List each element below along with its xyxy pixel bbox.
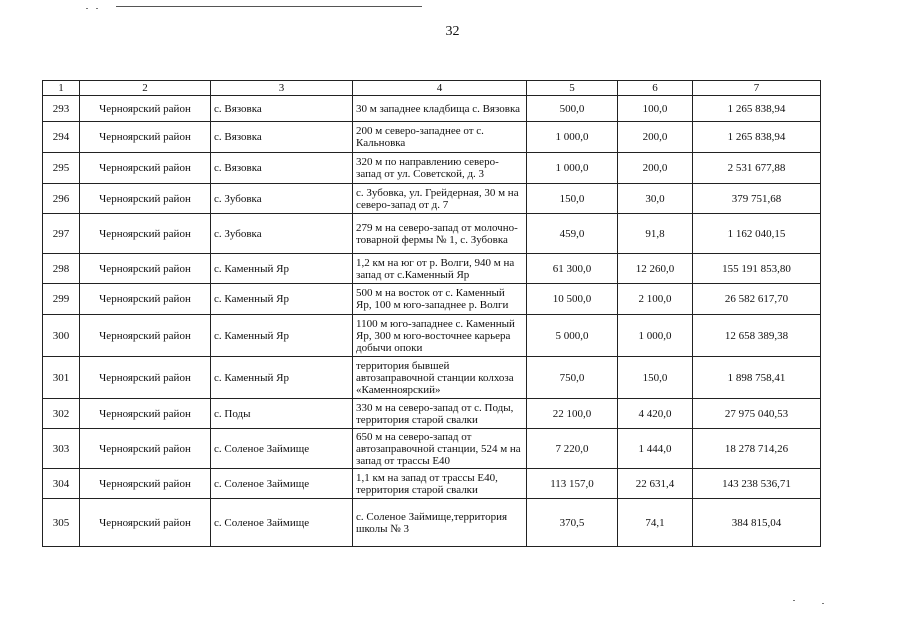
table-row [43,184,821,214]
table-cell-c5: 113 157,0 [527,469,618,499]
table-cell-locality: с. Вязовка [211,122,353,153]
table-cell-c7: 143 238 536,71 [693,469,821,499]
table-cell-description: 650 м на северо-запад от автозаправочной станции, 524 м на запад от трассы Е40 [353,429,527,469]
table-cell-n: 301 [43,357,80,399]
table-cell-n: 300 [43,315,80,357]
table-cell-c7: 379 751,68 [693,184,821,214]
table-cell-n: 303 [43,429,80,469]
table-row [43,153,821,184]
table-cell-n: 299 [43,284,80,315]
table-cell-c6: 74,1 [618,499,693,547]
table-cell-district: Черноярский район [80,499,211,547]
table-cell-c6: 12 260,0 [618,254,693,284]
table-cell-locality: с. Зубовка [211,184,353,214]
table-cell-district: Черноярский район [80,429,211,469]
table-cell-c7: 1 162 040,15 [693,214,821,254]
table-cell-c6: 22 631,4 [618,469,693,499]
table-cell-n: 305 [43,499,80,547]
table-cell-c5: 1 000,0 [527,122,618,153]
table-cell-locality: с. Каменный Яр [211,357,353,399]
table-cell-description: 330 м на северо-запад от с. Поды, территория старой свалки [353,399,527,429]
table-cell-c6: 2 100,0 [618,284,693,315]
table-cell-c7: 2 531 677,88 [693,153,821,184]
table-cell-c5: 1 000,0 [527,153,618,184]
table-cell-c5: 459,0 [527,214,618,254]
scan-speck [793,600,795,601]
table-cell-district: Черноярский район [80,469,211,499]
table-cell-description: 279 м на северо-запад от молочно-товарной фермы № 1, с. Зубовка [353,214,527,254]
table-cell-description: с. Соленое Займище,территория школы № 3 [353,499,527,547]
table-cell-locality: с. Соленое Займище [211,499,353,547]
column-header: 3 [211,81,353,96]
register-table [42,80,821,547]
column-header: 7 [693,81,821,96]
table-cell-n: 295 [43,153,80,184]
table-cell-district: Черноярский район [80,96,211,122]
table-cell-n: 297 [43,214,80,254]
scan-speck [86,8,88,9]
table-cell-c6: 30,0 [618,184,693,214]
table-cell-district: Черноярский район [80,214,211,254]
table-cell-n: 302 [43,399,80,429]
table-cell-c5: 5 000,0 [527,315,618,357]
table-cell-locality: с. Поды [211,399,353,429]
table-row [43,429,821,469]
table-cell-c6: 91,8 [618,214,693,254]
table-cell-description: 30 м западнее кладбища с. Вязовка [353,96,527,122]
table-cell-description: 500 м на восток от с. Каменный Яр, 100 м юго-западнее р. Волги [353,284,527,315]
scan-speck [96,8,98,9]
table-cell-c5: 7 220,0 [527,429,618,469]
table-cell-locality: с. Каменный Яр [211,315,353,357]
table-cell-c5: 750,0 [527,357,618,399]
table-cell-locality: с. Соленое Займище [211,429,353,469]
table-cell-description: территория бывшей автозаправочной станции колхоза «Каменноярский» [353,357,527,399]
column-header: 1 [43,81,80,96]
table-cell-c5: 150,0 [527,184,618,214]
table-cell-district: Черноярский район [80,399,211,429]
column-header: 2 [80,81,211,96]
table-cell-n: 296 [43,184,80,214]
table-cell-district: Черноярский район [80,254,211,284]
table-cell-c6: 150,0 [618,357,693,399]
table-cell-district: Черноярский район [80,357,211,399]
table-row [43,399,821,429]
table-cell-c7: 12 658 389,38 [693,315,821,357]
table-cell-c6: 1 444,0 [618,429,693,469]
table-cell-district: Черноярский район [80,315,211,357]
top-rule [116,6,422,7]
table-cell-n: 304 [43,469,80,499]
scan-speck [822,603,824,604]
table-cell-locality: с. Каменный Яр [211,254,353,284]
table-cell-c5: 22 100,0 [527,399,618,429]
table-cell-c6: 100,0 [618,96,693,122]
table-cell-c7: 1 265 838,94 [693,122,821,153]
table-cell-district: Черноярский район [80,153,211,184]
table-cell-n: 294 [43,122,80,153]
table-cell-c7: 26 582 617,70 [693,284,821,315]
table-cell-locality: с. Вязовка [211,153,353,184]
table-cell-c6: 1 000,0 [618,315,693,357]
table-cell-c5: 370,5 [527,499,618,547]
table-row [43,469,821,499]
table-cell-c6: 4 420,0 [618,399,693,429]
table-cell-c7: 384 815,04 [693,499,821,547]
table-cell-c5: 10 500,0 [527,284,618,315]
table-row [43,284,821,315]
column-header: 4 [353,81,527,96]
column-header: 5 [527,81,618,96]
table-cell-n: 298 [43,254,80,284]
table-cell-locality: с. Вязовка [211,96,353,122]
table-cell-district: Черноярский район [80,184,211,214]
table-row [43,315,821,357]
table-cell-c7: 155 191 853,80 [693,254,821,284]
table-cell-c6: 200,0 [618,122,693,153]
table-cell-district: Черноярский район [80,284,211,315]
table-cell-locality: с. Каменный Яр [211,284,353,315]
table-cell-locality: с. Соленое Займище [211,469,353,499]
table-row [43,214,821,254]
table-cell-district: Черноярский район [80,122,211,153]
table-row [43,499,821,547]
column-header: 6 [618,81,693,96]
table-cell-c7: 1 265 838,94 [693,96,821,122]
table-cell-c7: 1 898 758,41 [693,357,821,399]
table-cell-description: 320 м по направлению северо-запад от ул. Советской, д. 3 [353,153,527,184]
table-cell-locality: с. Зубовка [211,214,353,254]
table-cell-c5: 500,0 [527,96,618,122]
table-cell-c5: 61 300,0 [527,254,618,284]
table-row [43,254,821,284]
table-row [43,96,821,122]
table-row [43,122,821,153]
page-number: 32 [445,24,460,39]
table-cell-c7: 18 278 714,26 [693,429,821,469]
table-cell-n: 293 [43,96,80,122]
table-cell-description: с. Зубовка, ул. Грейдерная, 30 м на северо-запад от д. 7 [353,184,527,214]
table-cell-c7: 27 975 040,53 [693,399,821,429]
table-header-row [43,81,821,96]
table-cell-description: 200 м северо-западнее от с. Кальновка [353,122,527,153]
table-cell-c6: 200,0 [618,153,693,184]
table-row [43,357,821,399]
table-cell-description: 1,2 км на юг от р. Волги, 940 м на запад от с.Каменный Яр [353,254,527,284]
table-cell-description: 1,1 км на запад от трассы Е40, территория старой свалки [353,469,527,499]
table-cell-description: 1100 м юго-западнее с. Каменный Яр, 300 м юго-восточнее карьера добычи опоки [353,315,527,357]
